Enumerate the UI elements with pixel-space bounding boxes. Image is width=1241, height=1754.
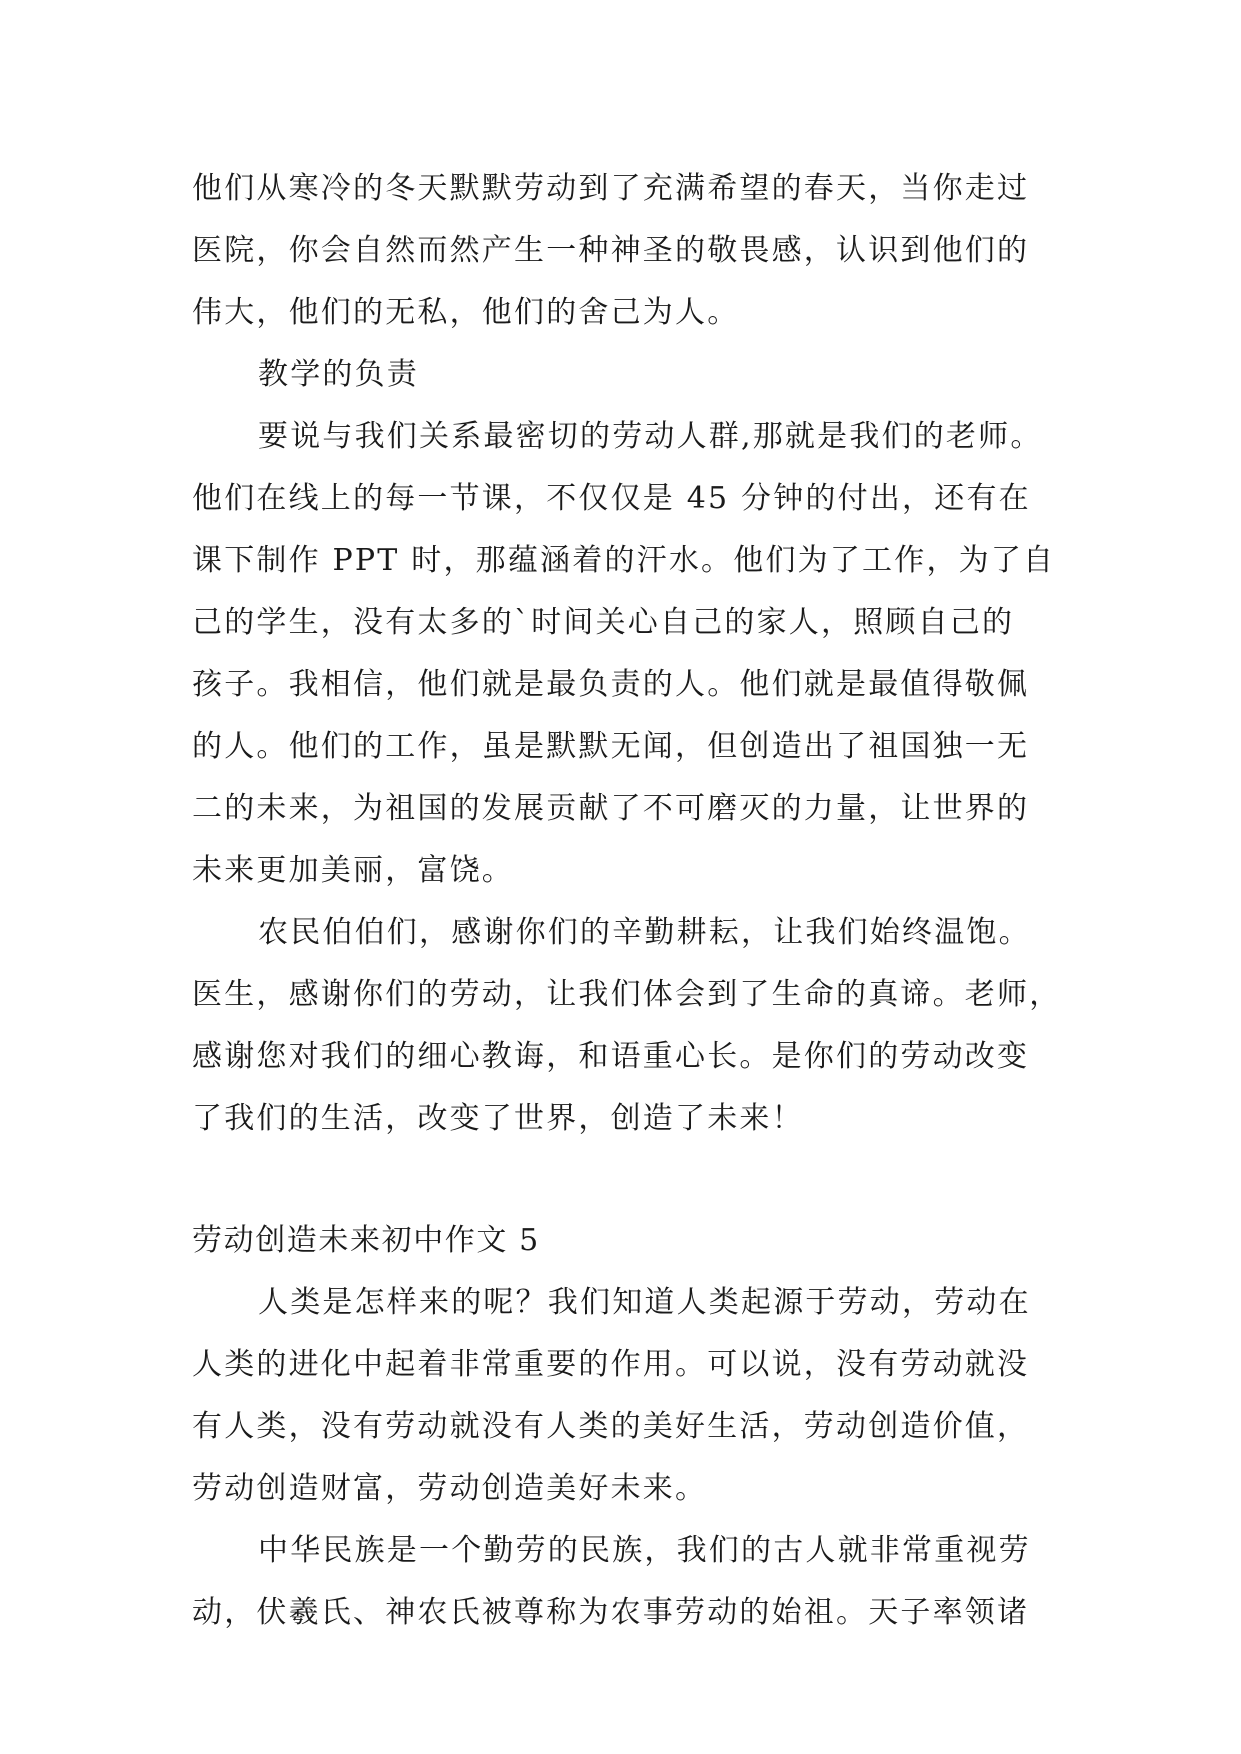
text-line: 医生，感谢你们的劳动，让我们体会到了生命的真谛。老师， bbox=[192, 977, 1062, 1012]
text-line: 劳动创造财富，劳动创造美好未来。 bbox=[192, 1471, 708, 1506]
text-line: 课下制作 PPT 时，那蕴涵着的汗水。他们为了工作，为了自 bbox=[192, 543, 1056, 578]
section-title: 劳动创造未来初中作文 5 bbox=[192, 1223, 540, 1258]
text-line: 感谢您对我们的细心教诲，和语重心长。是你们的劳动改变 bbox=[192, 1039, 1030, 1074]
text-line: 有人类，没有劳动就没有人类的美好生活，劳动创造价值， bbox=[192, 1409, 1030, 1444]
text-line: 伟大，他们的无私，他们的舍己为人。 bbox=[192, 295, 740, 330]
paragraph bbox=[192, 1520, 1062, 1644]
text-line: 他们从寒冷的冬天默默劳动到了充满希望的春天，当你走过 bbox=[192, 171, 1030, 206]
text-line: 二的未来，为祖国的发展贡献了不可磨灭的力量，让世界的 bbox=[192, 791, 1030, 826]
document-body bbox=[192, 158, 1062, 1644]
text-line: 孩子。我相信，他们就是最负责的人。他们就是最值得敬佩 bbox=[192, 667, 1030, 702]
paragraph bbox=[192, 406, 1062, 902]
text-line: 未来更加美丽，富饶。 bbox=[192, 853, 514, 888]
text-line: 人类的进化中起着非常重要的作用。可以说，没有劳动就没 bbox=[192, 1347, 1030, 1382]
text-line: 他们在线上的每一节课，不仅仅是 45 分钟的付出，还有在 bbox=[192, 481, 1031, 516]
text-line: 医院，你会自然而然产生一种神圣的敬畏感，认识到他们的 bbox=[192, 233, 1030, 268]
paragraph bbox=[192, 1272, 1062, 1520]
text-line: 了我们的生活，改变了世界，创造了未来！ bbox=[192, 1101, 804, 1136]
paragraph bbox=[192, 902, 1062, 1150]
text-line: 中华民族是一个勤劳的民族，我们的古人就非常重视劳 bbox=[258, 1533, 1031, 1568]
subheading: 教学的负责 bbox=[258, 357, 419, 392]
text-line: 己的学生，没有太多的`时间关心自己的家人，照顾自己的 bbox=[192, 605, 1015, 640]
text-line: 动，伏羲氏、神农氏被尊称为农事劳动的始祖。天子率领诸 bbox=[192, 1595, 1030, 1630]
text-line: 要说与我们关系最密切的劳动人群,那就是我们的老师。 bbox=[258, 419, 1043, 454]
paragraph bbox=[192, 158, 1062, 344]
text-line: 的人。他们的工作，虽是默默无闻，但创造出了祖国独一无 bbox=[192, 729, 1030, 764]
text-line: 农民伯伯们，感谢你们的辛勤耕耘，让我们始终温饱。 bbox=[258, 915, 1031, 950]
text-line: 人类是怎样来的呢？我们知道人类起源于劳动，劳动在 bbox=[258, 1285, 1031, 1320]
